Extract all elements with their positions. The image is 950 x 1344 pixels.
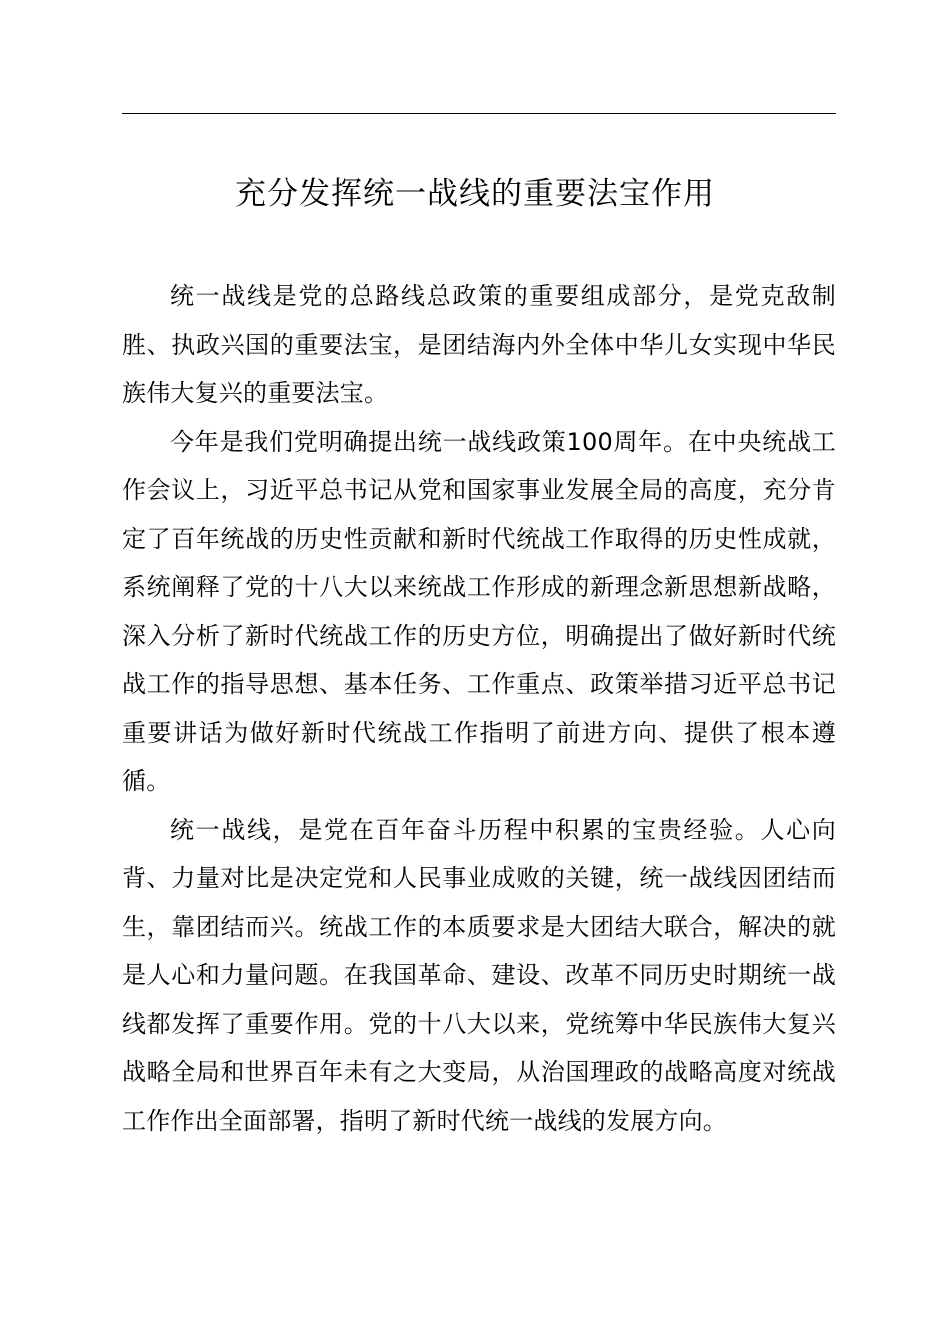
document-body <box>122 272 836 1145</box>
document-title: 充分发挥统一战线的重要法宝作用 <box>235 176 715 212</box>
header-rule <box>122 113 836 114</box>
paragraph: 统一战线，是党在百年奋斗历程中积累的宝贵经验。人心向背、力量对比是决定党和人民事业成败的关键，统一战线因团结而生，靠团结而兴。统战工作的本质要求是大团结大联合，解决的就是人心和力量问题。在我国革命、建设、改革不同历史时期统一战线都发挥了重要作用。党的十八大以来，党统筹中华民族伟大复兴战略全局和世界百年未有之大变局，从治国理政的战略高度对统战工作作出全面部署，指明了新时代统一战线的发展方向。 <box>122 815 836 1135</box>
paragraph: 统一战线是党的总路线总政策的重要组成部分，是党克敌制胜、执政兴国的重要法宝，是团结海内外全体中华儿女实现中华民族伟大复兴的重要法宝。 <box>122 282 836 407</box>
paragraph: 今年是我们党明确提出统一战线政策100周年。在中央统战工作会议上，习近平总书记从党和国家事业发展全局的高度，充分肯定了百年统战的历史性贡献和新时代统战工作取得的历史性成就，系统阐释了党的十八大以来统战工作形成的新理念新思想新战略，深入分析了新时代统战工作的历史方位，明确提出了做好新时代统战工作的指导思想、基本任务、工作重点、政策举措习近平总书记重要讲话为做好新时代统战工作指明了前进方向、提供了根本遵循。 <box>122 427 836 795</box>
